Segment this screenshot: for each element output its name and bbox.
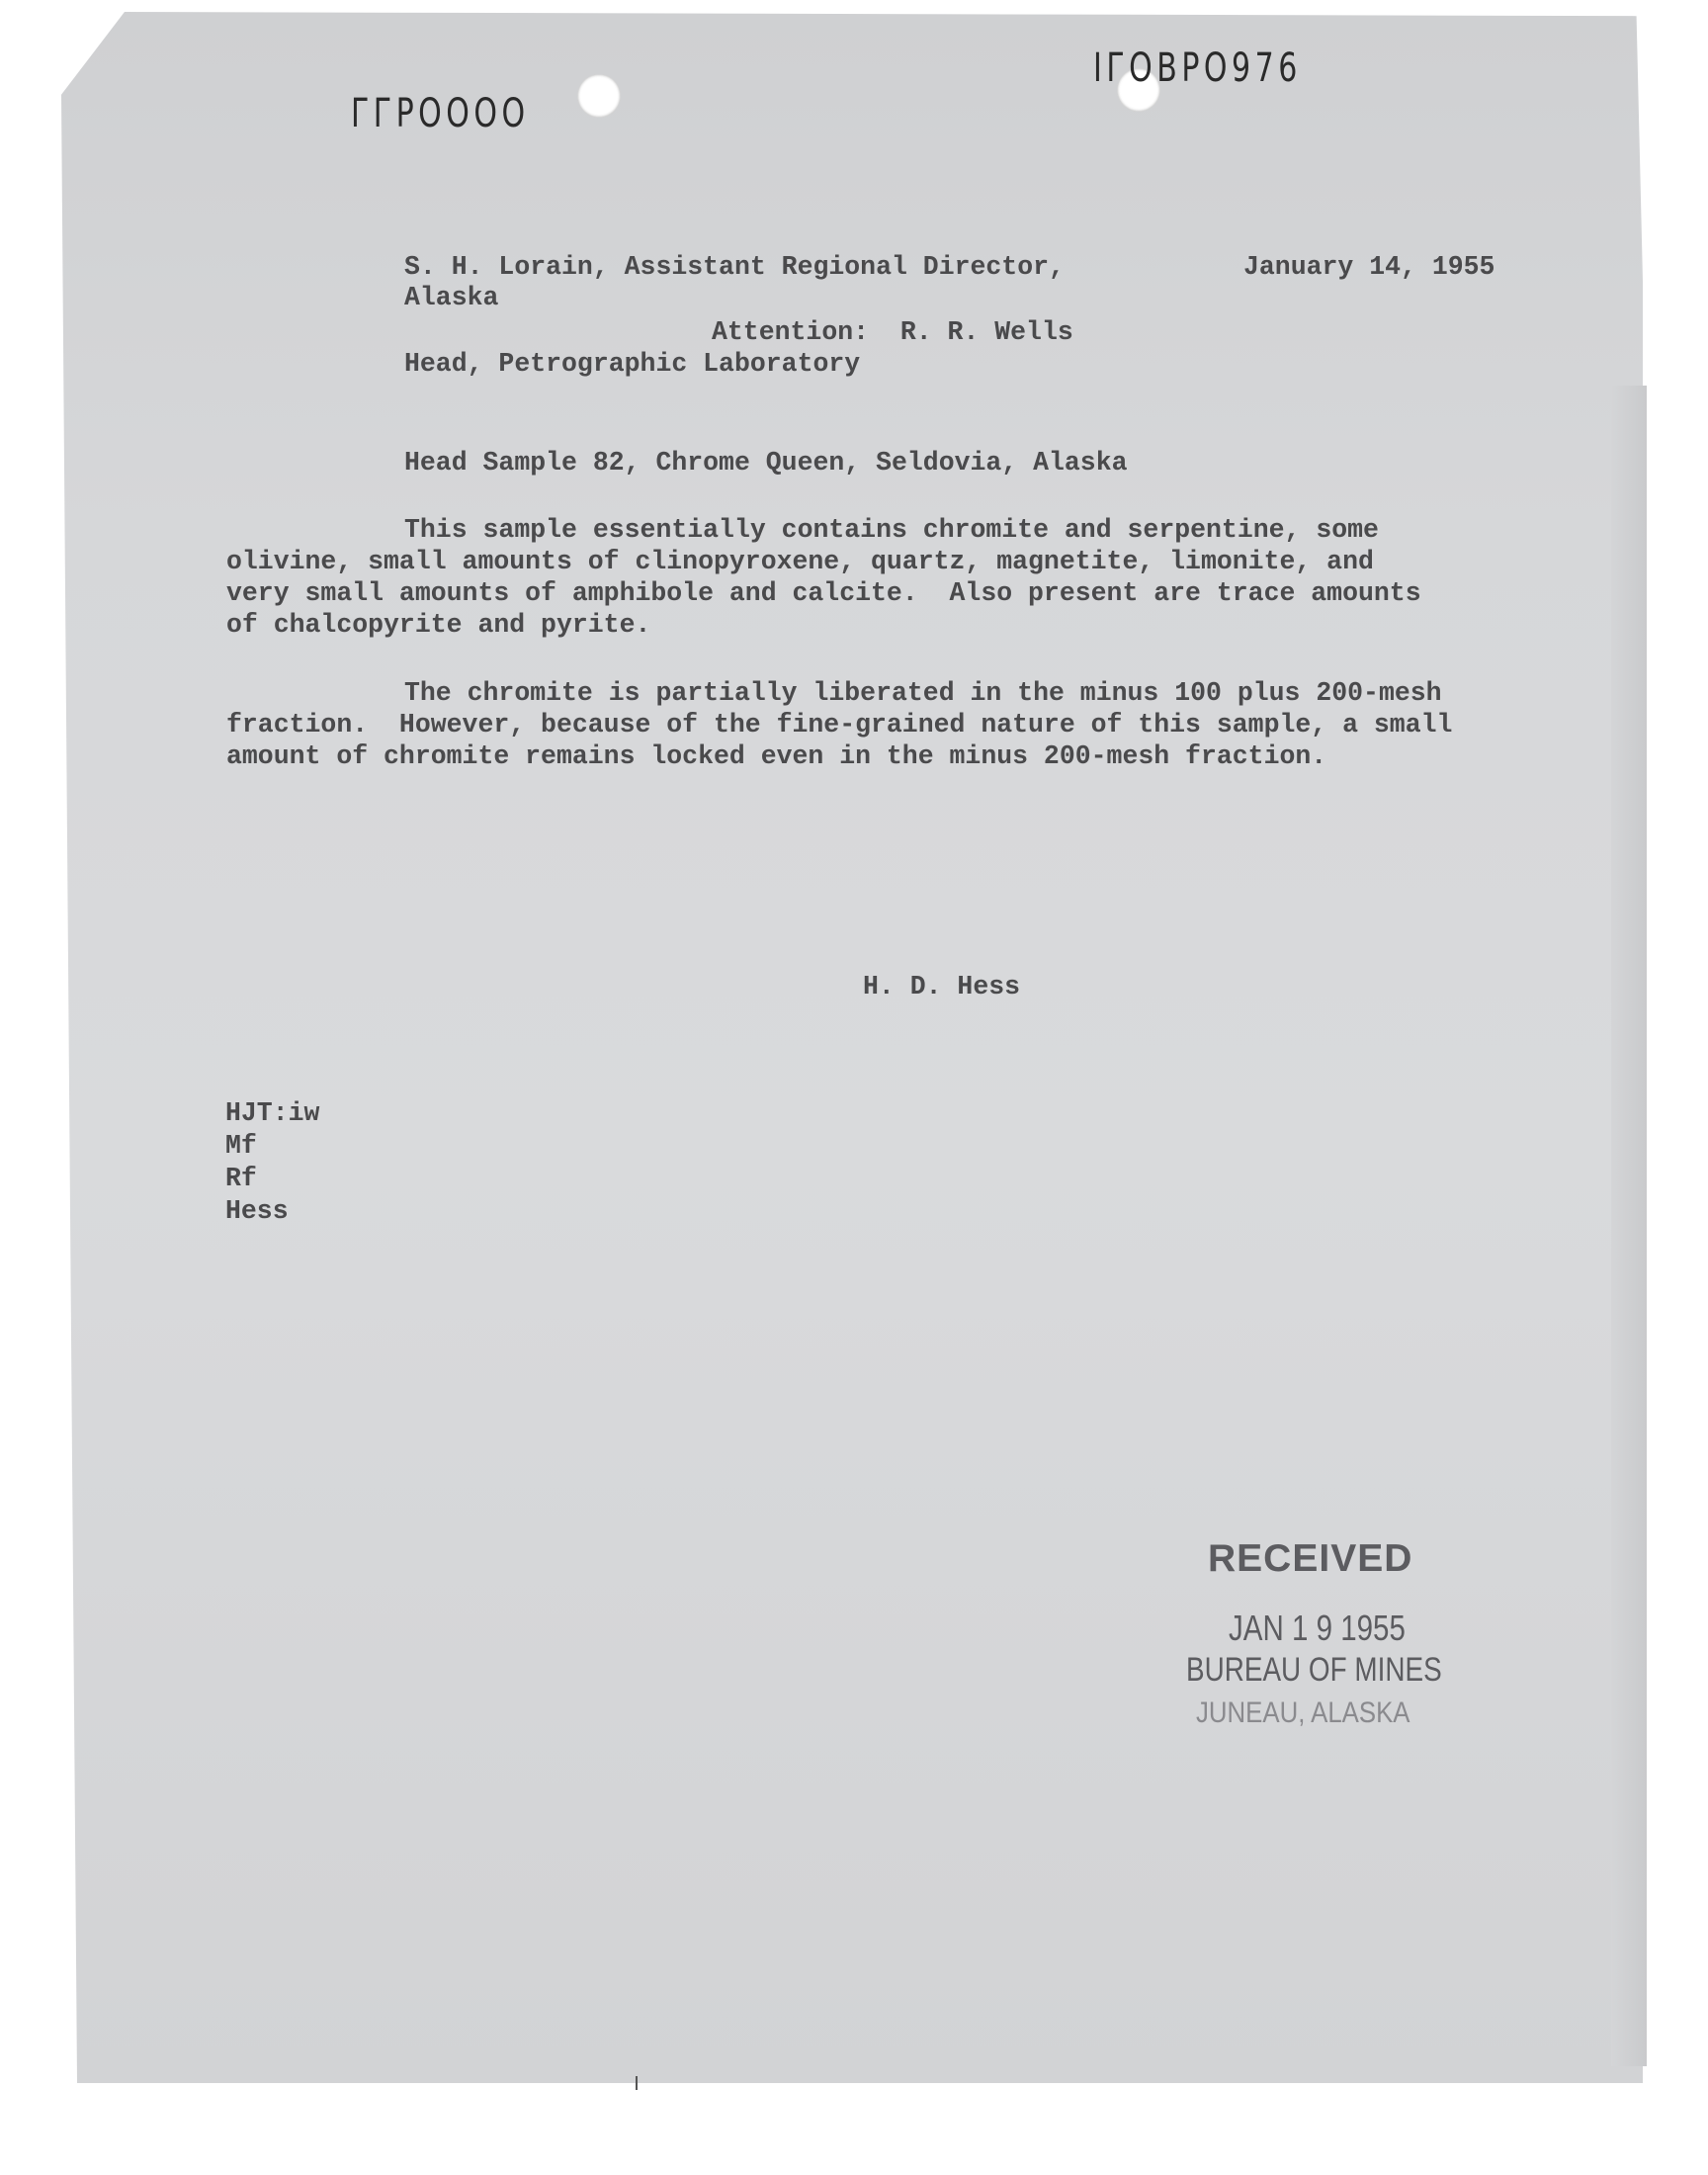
distribution-item: Hess — [225, 1196, 289, 1226]
received-stamp-agency: BUREAU OF MINES — [1186, 1651, 1442, 1689]
received-stamp-title: RECEIVED — [1208, 1537, 1413, 1580]
paper-edge — [1611, 386, 1647, 2066]
signature-block: H. D. Hess — [863, 972, 1021, 1001]
paragraph-1-line-2: olivine, small amounts of clinopyroxene, quartz, magnetite, limonite, and — [226, 547, 1374, 576]
distribution-item: Rf — [225, 1164, 257, 1193]
file-number-right: ІГОВРО976 — [1093, 45, 1302, 91]
received-stamp-date: JAN 1 9 1955 — [1229, 1608, 1406, 1648]
from-line: Head, Petrographic Laboratory — [404, 349, 861, 379]
distribution-item: HJT:iw — [225, 1098, 320, 1128]
paragraph-2-line-3: amount of chromite remains locked even in the minus 200-mesh fraction. — [226, 741, 1327, 771]
addressee-line-1: S. H. Lorain, Assistant Regional Director, — [404, 252, 1065, 282]
paragraph-2-line-1: The chromite is partially liberated in the minus 100 plus 200-mesh — [404, 678, 1442, 708]
paragraph-1-line-4: of chalcopyrite and pyrite. — [226, 610, 651, 640]
scan-mark — [636, 2076, 638, 2090]
letter-date: January 14, 1955 — [1243, 252, 1495, 282]
subject-line: Head Sample 82, Chrome Queen, Seldovia, Alaska — [404, 448, 1128, 478]
distribution-item: Mf — [225, 1131, 257, 1161]
paragraph-2-line-2: fraction. However, because of the fine-grained nature of this sample, a small — [226, 710, 1453, 740]
punch-hole-left — [577, 74, 621, 118]
attention-line: Attention: R. R. Wells — [712, 317, 1073, 347]
received-stamp-location: JUNEAU, ALASKA — [1196, 1696, 1410, 1729]
paragraph-1-line-3: very small amounts of amphibole and calcite. Also present are trace amounts — [226, 578, 1421, 608]
file-number-left: ГГРОООО — [351, 91, 530, 136]
addressee-line-2: Alaska — [404, 283, 499, 312]
paragraph-1-line-1: This sample essentially contains chromite and serpentine, some — [404, 515, 1379, 545]
